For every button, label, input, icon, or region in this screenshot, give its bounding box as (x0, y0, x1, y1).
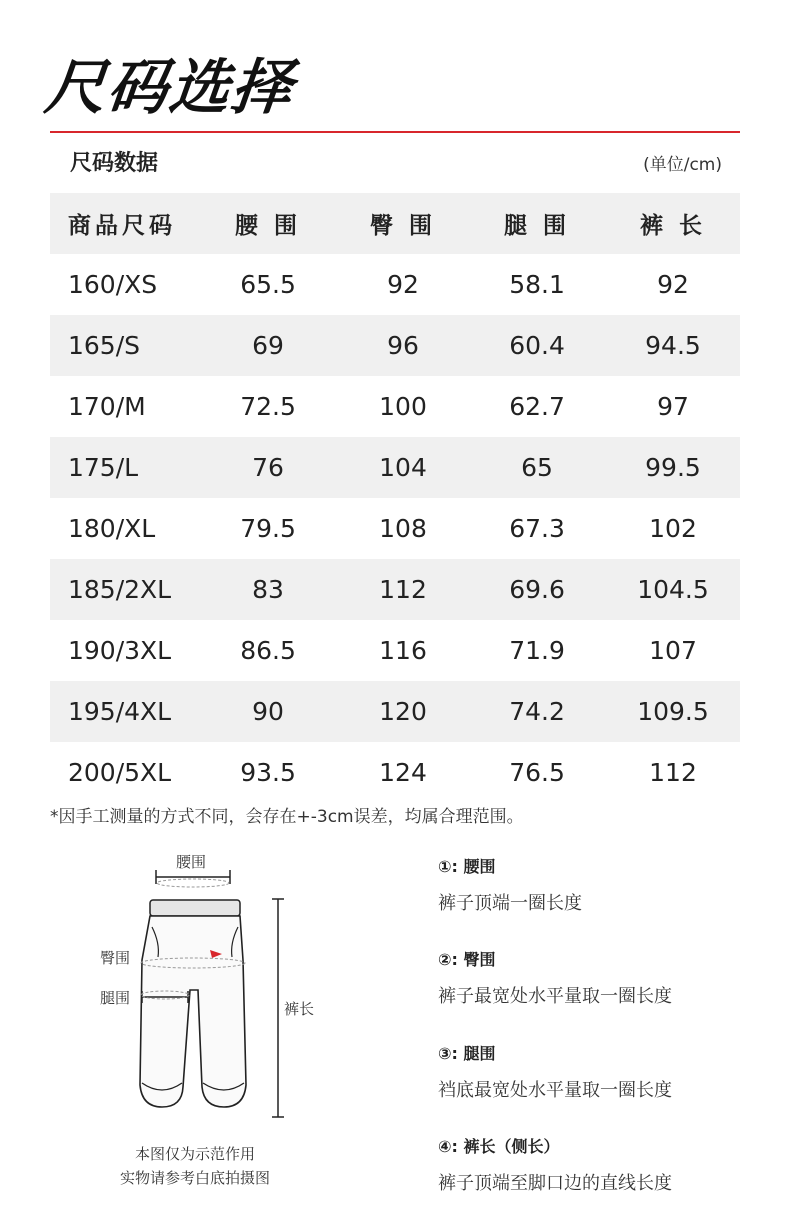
cell-size: 190/3XL (68, 636, 172, 665)
desc-length (438, 1134, 672, 1195)
desc-title: ④: 裤长（侧长） (438, 1137, 560, 1156)
desc-thigh (438, 1041, 672, 1102)
cell-waist: 83 (252, 575, 284, 604)
cell-size: 195/4XL (68, 697, 172, 726)
cell-size: 185/2XL (68, 575, 172, 604)
unit-label: (单位/cm) (643, 155, 722, 175)
cell-waist: 76 (252, 453, 284, 482)
cell-thigh: 65 (521, 453, 553, 482)
desc-waist (438, 854, 582, 915)
cell-hip: 104 (379, 453, 427, 482)
thigh-label: 腿围 (100, 989, 131, 1007)
cell-length: 94.5 (645, 331, 701, 360)
page-title: 尺码选择 (41, 53, 298, 123)
cell-thigh: 60.4 (509, 331, 565, 360)
header-waist: 腰 围 (235, 213, 302, 239)
table-row (50, 742, 740, 803)
section-subtitle: 尺码数据 (70, 151, 159, 176)
desc-text: 裤子顶端一圈长度 (438, 893, 582, 914)
table-row (50, 681, 740, 742)
cell-thigh: 76.5 (509, 758, 565, 787)
cell-waist: 86.5 (240, 636, 296, 665)
cell-length: 104.5 (637, 575, 709, 604)
table-row (50, 376, 740, 437)
header-length: 裤 长 (639, 213, 706, 239)
cell-size: 165/S (68, 331, 141, 360)
cell-thigh: 71.9 (509, 636, 565, 665)
cell-hip: 100 (379, 392, 427, 421)
desc-text: 裤子顶端至脚口边的直线长度 (438, 1173, 672, 1194)
cell-thigh: 58.1 (509, 270, 565, 299)
desc-title: ①: 腰围 (438, 857, 496, 876)
table-row (50, 315, 740, 376)
cell-size: 160/XS (68, 270, 158, 299)
cell-hip: 112 (379, 575, 427, 604)
table-row (50, 559, 740, 620)
cell-thigh: 67.3 (509, 514, 565, 543)
pants-diagram (90, 845, 350, 1135)
waist-label: 腰围 (176, 853, 207, 871)
title-divider (50, 131, 740, 133)
desc-text: 裆底最宽处水平量取一圈长度 (438, 1080, 672, 1101)
cell-hip: 92 (387, 270, 419, 299)
header-size: 商品尺码 (68, 213, 176, 239)
cell-length: 107 (649, 636, 697, 665)
cell-hip: 120 (379, 697, 427, 726)
cell-length: 112 (649, 758, 697, 787)
cell-waist: 72.5 (240, 392, 296, 421)
cell-waist: 69 (252, 331, 284, 360)
table-row (50, 620, 740, 681)
desc-title: ②: 臀围 (438, 950, 496, 969)
header-hip: 臀 围 (370, 213, 437, 239)
cell-thigh: 69.6 (509, 575, 565, 604)
cell-thigh: 74.2 (509, 697, 565, 726)
cell-thigh: 62.7 (509, 392, 565, 421)
table-header-row (50, 193, 740, 254)
cell-hip: 116 (379, 636, 427, 665)
header-thigh: 腿 围 (504, 213, 571, 239)
diagram-caption-line1: 本图仅为示范作用 (134, 1145, 255, 1163)
cell-waist: 65.5 (240, 270, 296, 299)
length-label: 裤长 (284, 1000, 315, 1018)
cell-hip: 96 (387, 331, 419, 360)
table-row (50, 498, 740, 559)
cell-size: 175/L (68, 453, 139, 482)
hip-label: 臀围 (100, 949, 131, 967)
cell-waist: 90 (252, 697, 284, 726)
measurement-note: *因手工测量的方式不同，会存在+-3cm误差，均属合理范围。 (50, 807, 524, 827)
cell-length: 109.5 (637, 697, 709, 726)
diagram-caption-line2: 实物请参考白底拍摄图 (119, 1169, 270, 1187)
table-row (50, 254, 740, 315)
desc-hip (438, 947, 672, 1008)
cell-length: 99.5 (645, 453, 701, 482)
size-table (50, 193, 740, 803)
cell-length: 102 (649, 514, 697, 543)
cell-size: 200/5XL (68, 758, 172, 787)
cell-length: 97 (657, 392, 689, 421)
cell-waist: 79.5 (240, 514, 296, 543)
table-row (50, 437, 740, 498)
cell-hip: 124 (379, 758, 427, 787)
desc-text: 裤子最宽处水平量取一圈长度 (438, 986, 672, 1007)
cell-length: 92 (657, 270, 689, 299)
cell-size: 180/XL (68, 514, 156, 543)
cell-size: 170/M (68, 392, 146, 421)
cell-waist: 93.5 (240, 758, 296, 787)
cell-hip: 108 (379, 514, 427, 543)
desc-title: ③: 腿围 (438, 1044, 496, 1063)
